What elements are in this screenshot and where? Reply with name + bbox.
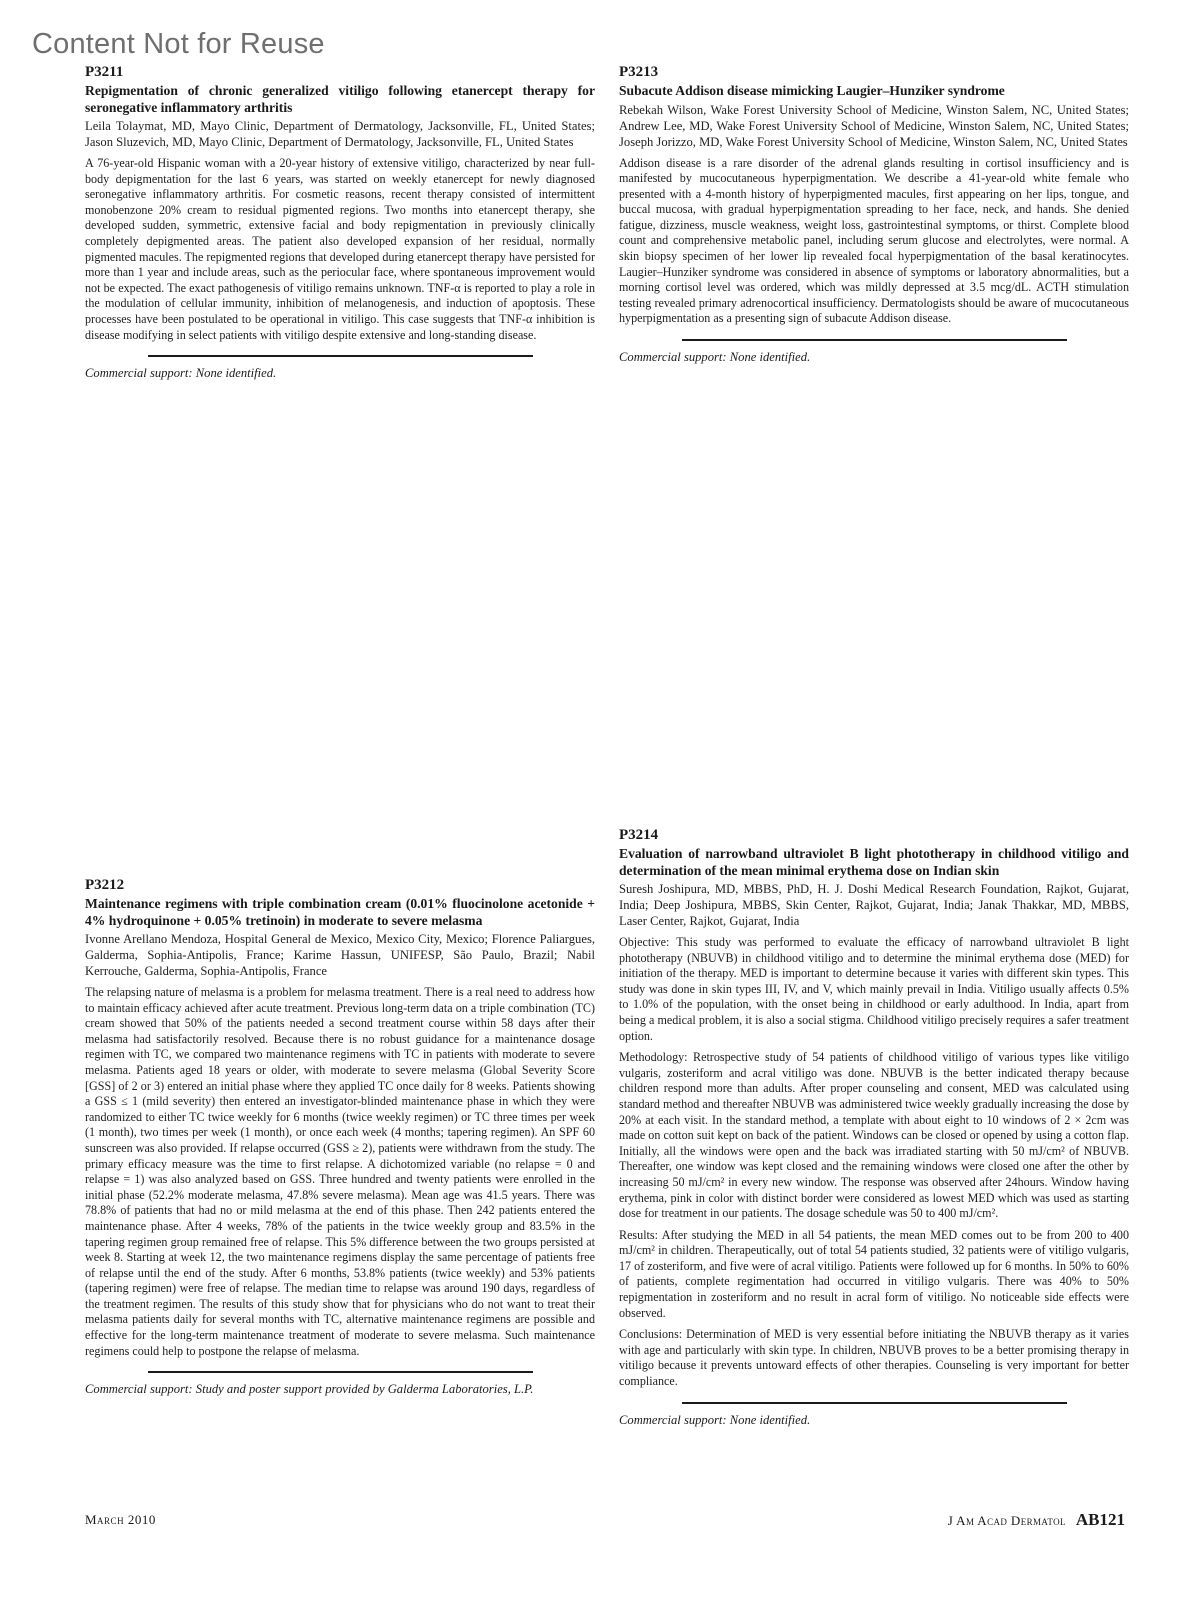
watermark: Content Not for Reuse (32, 28, 325, 60)
abstract-body (85, 156, 595, 343)
abstract-id: P3212 (85, 877, 125, 893)
commercial-support: Commercial support: None identified. (619, 350, 811, 365)
abstract-body (619, 156, 1129, 328)
abstract-title: Subacute Addison disease mimicking Laugier–Hunziker syndrome (619, 83, 1005, 98)
abstract-id: P3211 (85, 64, 124, 80)
abstract-paragraph: Addison disease is a rare disorder of the adrenal glands resulting in cortisol insufficiency and is manifested by mucocutaneous hyperpigmentation. We describe a 41-year-old white female who presented with a 4-month history of hyperpigmented macules, first appearing on her lips, tongue, and buccal mucosa, with gradual hyperpigmentation spreading to her face, neck, and hands. She denied fatigue, dizziness, muscle weakness, weight loss, gastrointestinal symptoms, or thirst. Complete blood count and comprehensive metabolic panel, including serum glucose and electrolytes, were normal. A skin biopsy specimen of her lower lip revealed focal hyperpigmentation of the basal keratinocytes. Laugier–Hunziker syndrome was considered in absence of symptoms or laboratory abnormalities, but a morning cortisol level was ordered, which was mildly depressed at 3.5 mcg/dL. ACTH stimulation testing revealed primary adrenocortical insufficiency. Dermatologists should be aware of mucocutaneous hyperpigmentation as a presenting sign of subacute Addison disease. (619, 155, 1129, 326)
footer-date: March 2010 (85, 1512, 156, 1527)
abstract-id: P3214 (619, 827, 659, 843)
abstract-paragraph: A 76-year-old Hispanic woman with a 20-year history of extensive vitiligo, characterized by near full-body depigmentation for the last 6 years, was started on weekly etanercept for newly diagnosed seronegative inflammatory arthritis. For cosmetic reasons, recent therapy consisted of intermittent monobenzone 20% cream to residual pigmented regions. Two months into etanercept therapy, she developed sudden, symmetric, extensive facial and body repigmentation in previously clinically completely depigmented areas. The patient also developed expansion of her residual, normally pigmented macules. The repigmented regions that developed during etanercept therapy have persisted for more than 1 year and include areas, such as the periocular face, where spontaneous improvement would not be expected. The exact pathogenesis of vitiligo remains unknown. TNF-α is reported to play a role in the modulation of cellular immunity, inhibition of melanogenesis, and induction of apoptosis. These processes have been postulated to be operational in vitiligo. This case suggests that TNF-α inhibition is disease modifying in select patients with vitiligo despite extensive and long-standing disease. (85, 156, 595, 342)
abstract-paragraph-conclusions: Conclusions: Determination of MED is very essential before initiating the NBUVB therapy as it varies with age and particularly with skin type. In children, NBUVB proves to be a better promising therapy in vitiligo because it prevents untoward effects of other therapies. Counseling is very important for better compliance. (619, 1327, 1129, 1389)
commercial-support: Commercial support: None identified. (85, 366, 277, 381)
abstract-authors: Suresh Joshipura, MD, MBBS, PhD, H. J. Doshi Medical Research Foundation, Rajkot, Gujarat, India; Deep Joshipura, MBBS, Skin Center, Rajkot, Gujarat, India; Janak Thakkar, MD, MBBS, Laser Center, Rajkot, Gujarat, India (619, 882, 1129, 928)
abstract-id: P3213 (619, 64, 659, 80)
section-divider (682, 339, 1067, 341)
page-number: AB121 (1075, 1510, 1125, 1529)
footer-journal-info (948, 1510, 1125, 1530)
abstract-authors: Rebekah Wilson, Wake Forest University School of Medicine, Winston Salem, NC, United States; Andrew Lee, MD, Wake Forest University School of Medicine, Winston Salem, NC, United States; Joseph Jorizzo, MD, Wake Forest University School of Medicine, Winston Salem, NC, United States (619, 102, 1129, 149)
abstract-paragraph-results: Results: After studying the MED in all 54 patients, the mean MED comes out to be from 200 to 400 mJ/cm² in children. Therapeutically, out of total 54 patients studied, 32 patients were of vitiligo vulgaris, 17 of zosteriform, and five were of acral vitiligo. Patients were followed up for 6 months. In 50% to 60% of patients, complete regimentation had occurred in vitiligo vulgaris. There was 40% to 50% repigmentation in zosteriform and no result in acral form of vitiligo. No noticeable side effects were observed. (619, 1227, 1129, 1320)
section-divider (148, 1371, 533, 1373)
abstract-p3211 (85, 63, 595, 381)
abstract-p3213 (619, 63, 1129, 365)
abstract-title: Repigmentation of chronic generalized vitiligo following etanercept therapy for seronegative inflammatory arthritis (85, 83, 595, 115)
abstract-authors: Leila Tolaymat, MD, Mayo Clinic, Department of Dermatology, Jacksonville, FL, United States; Jason Sluzevich, MD, Mayo Clinic, Department of Dermatology, Jacksonville, FL, United States (85, 119, 595, 149)
abstract-body (619, 935, 1129, 1390)
section-divider (148, 355, 533, 357)
abstract-title: Maintenance regimens with triple combination cream (0.01% fluocinolone acetonide + 4% hydroquinone + 0.05% tretinoin) in moderate to severe melasma (85, 896, 595, 928)
section-divider (682, 1402, 1067, 1404)
commercial-support: Commercial support: Study and poster support provided by Galderma Laboratories, L.P. (85, 1382, 534, 1397)
abstract-paragraph-objective: Objective: This study was performed to evaluate the efficacy of narrowband ultraviolet B light phototherapy (NBUVB) in childhood vitiligo and to determine the minimal erythema dose (MED) for initiation of the therapy. MED is important to determine because it varies with different skin types. This study was done in skin types III, IV, and V, which mainly prevail in India. Vitiligo usually affects 0.5% to 1.0% of the population, with the onset being in childhood or early adulthood. In India, apart from being a medical problem, it is also a social stigma. Childhood vitiligo precisely requires a safer treatment option. (619, 935, 1129, 1043)
abstract-paragraph: The relapsing nature of melasma is a problem for melasma treatment. There is a real need to address how to maintain efficacy achieved after acute treatment. Previous long-term data on a triple combination (TC) cream showed that 50% of the patients needed a second treatment course within 58 days after their melasma had satisfactorily resolved. Because there is no robust guidance for a maintenance dosage regimen with TC, we compared two maintenance regimens with TC in patients with moderate to severe melasma. Patients aged 18 years or older, with moderate to severe melasma (Global Severity Score [GSS] of 2 or 3) entered an initial phase where they applied TC once daily for 8 weeks. Patients showing a GSS ≤ 1 (mild severity) then entered an investigator-blinded maintenance phase in which they were randomized to either TC twice weekly for 6 months (twice weekly regimen) or TC three times per week (1 month), two times per week (1 month), or once each week (4 months; tapering regimen). An SPF 60 sunscreen was also provided. If relapse occurred (GSS ≥ 2), patients were withdrawn from the study. The primary efficacy measure was the time to first relapse. A dichotomized variable (no relapse = 0 and relapse = 1) was also analyzed based on GSS. Three hundred and twenty patients were enrolled in the initial phase (52.2% moderate melasma, 47.8% severe melasma). Mean age was 41.5 years. There was 78.8% of patients that had no or mild melasma at the end of this phase. Then 242 patients entered the maintenance phase. After 4 weeks, 78% of the patients in the twice weekly group and 83.5% in the tapering regimen group remained free of relapse. This 5% difference between the two groups persisted at week 8. Starting at week 12, the two maintenance regimens display the same percentage of patients free of relapse until the end of the study. After 6 months, 53.8% patients (twice weekly) and 53% patients (tapering regimen) were free of relapse. The median time to relapse was around 190 days, regardless of the treatment regimen. The results of this study show that for physicians who do not want to treat their melasma patients daily for several months with TC, alternative maintenance regimens are possible and effective for the long-term maintenance treatment of moderate to severe melasma. Such maintenance regimens could help to postpone the relapse of melasma. (85, 985, 595, 1358)
commercial-support: Commercial support: None identified. (619, 1412, 811, 1427)
abstract-title: Evaluation of narrowband ultraviolet B light phototherapy in childhood vitiligo and determination of the mean minimal erythema dose on Indian skin (619, 846, 1129, 878)
abstract-p3214 (619, 826, 1129, 1428)
abstract-authors: Ivonne Arellano Mendoza, Hospital General de Mexico, Mexico City, Mexico; Florence Paliargues, Galderma, Sophia-Antipolis, France; Karime Hassun, UNIFESP, São Paulo, Brazil; Nabil Kerrouche, Galderma, Sophia-Antipolis, France (85, 932, 595, 978)
footer-journal: J Am Acad Dermatol (947, 1513, 1066, 1528)
abstract-body (85, 985, 595, 1359)
abstract-p3212 (85, 876, 595, 1397)
abstract-paragraph-methodology: Methodology: Retrospective study of 54 patients of childhood vitiligo of various types like vitiligo vulgaris, zosteriform and acral vitiligo was done. NBUVB is the better indicated therapy because children respond more than adults. After proper counseling and consent, MED was calculated using standard method and thereafter NBUVB was administered twice weekly gradually increasing the dose by 20% at each visit. In the standard method, a template with about eight to 10 windows of 2 × 2cm was made on cotton suit kept on back of the patient. Windows can be closed or opened by using a cotton flap. Initially, all the windows were open and the back was irradiated starting with 50 mJ/cm² of NBUVB. Thereafter, one window was kept closed and the remaining windows were closed one after the other by increasing 50 mJ/cm² in every new window. The response was observed after 24hours. Window having erythema, pink in color with distinct border were considered as lowest MED which was used as starting dose for treatment in our patients. The dosage schedule was 50 to 400 mJ/cm². (619, 1050, 1129, 1221)
